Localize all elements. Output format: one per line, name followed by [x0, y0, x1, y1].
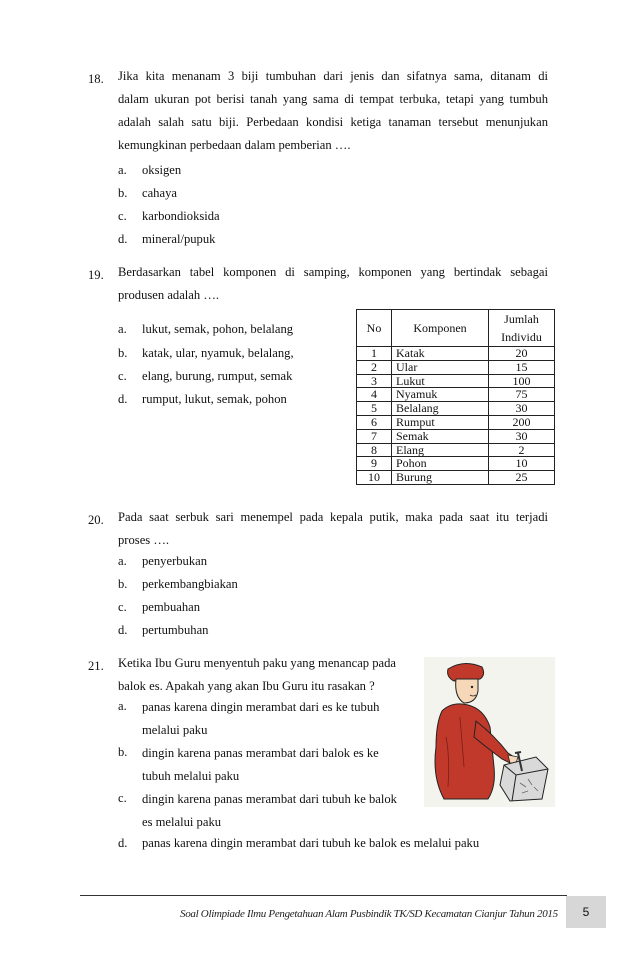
- table-header-row: [357, 310, 555, 347]
- question-text: Pada saat serbuk sari menempel pada kepala putik, maka pada saat itu terjadi proses ….: [118, 510, 548, 547]
- table-row: 9 Pohon 10: [357, 457, 555, 471]
- header-komponen: Komponen: [392, 310, 489, 347]
- teacher-touching-ice-illustration: [424, 657, 555, 807]
- table-row: 10 Burung 25: [357, 471, 555, 485]
- question-number: 18.: [88, 72, 104, 86]
- table-row: 6 Rumput 200: [357, 415, 555, 429]
- option-a[interactable]: a. panas karena dingin merambat dari es ke tubuh melalui paku: [118, 699, 380, 737]
- footer-divider: [80, 895, 567, 896]
- table-row: 4 Nyamuk 75: [357, 388, 555, 402]
- component-table: [356, 309, 555, 485]
- question-number: 20.: [88, 513, 104, 527]
- option-c[interactable]: c. dingin karena panas merambat dari tubuh ke balok es melalui paku: [118, 791, 397, 829]
- question-text: Jika kita menanam 3 biji tumbuhan dari jenis dan sifatnya sama, ditanam di dalam ukuran pot berisi tanah yang sama di tempat terbuka, tetapi yang tumbuh adalah salah satu biji. Perbedaan kondisi ketiga tanaman tersebut menunjukan kemungkinan perbedaan dalam pemberian ….: [118, 69, 548, 152]
- question-number: 21.: [88, 659, 104, 673]
- footer-title: Soal Olimpiade Ilmu Pengetahuan Alam Pusbindik TK/SD Kecamatan Cianjur Tahun 2015: [180, 908, 558, 920]
- header-no: No: [357, 310, 392, 347]
- question-text: Ketika Ibu Guru menyentuh paku yang menancap pada balok es. Apakah yang akan Ibu Guru itu rasakan ?: [118, 656, 397, 693]
- table-row: 5 Belalang 30: [357, 402, 555, 416]
- table-row: 7 Semak 30: [357, 429, 555, 443]
- question-number: 19.: [88, 268, 104, 282]
- header-jumlah: Jumlah Individu: [489, 310, 555, 347]
- table-row: 1 Katak 20: [357, 347, 555, 361]
- table-row: 8 Elang 2: [357, 443, 555, 457]
- page-number: 5: [566, 896, 606, 928]
- question-text: Berdasarkan tabel komponen di samping, komponen yang bertindak sebagai produsen adalah ….: [118, 265, 548, 302]
- table-row: 2 Ular 15: [357, 360, 555, 374]
- option-b[interactable]: b. dingin karena panas merambat dari balok es ke tubuh melalui paku: [118, 745, 379, 783]
- table-row: 3 Lukut 100: [357, 374, 555, 388]
